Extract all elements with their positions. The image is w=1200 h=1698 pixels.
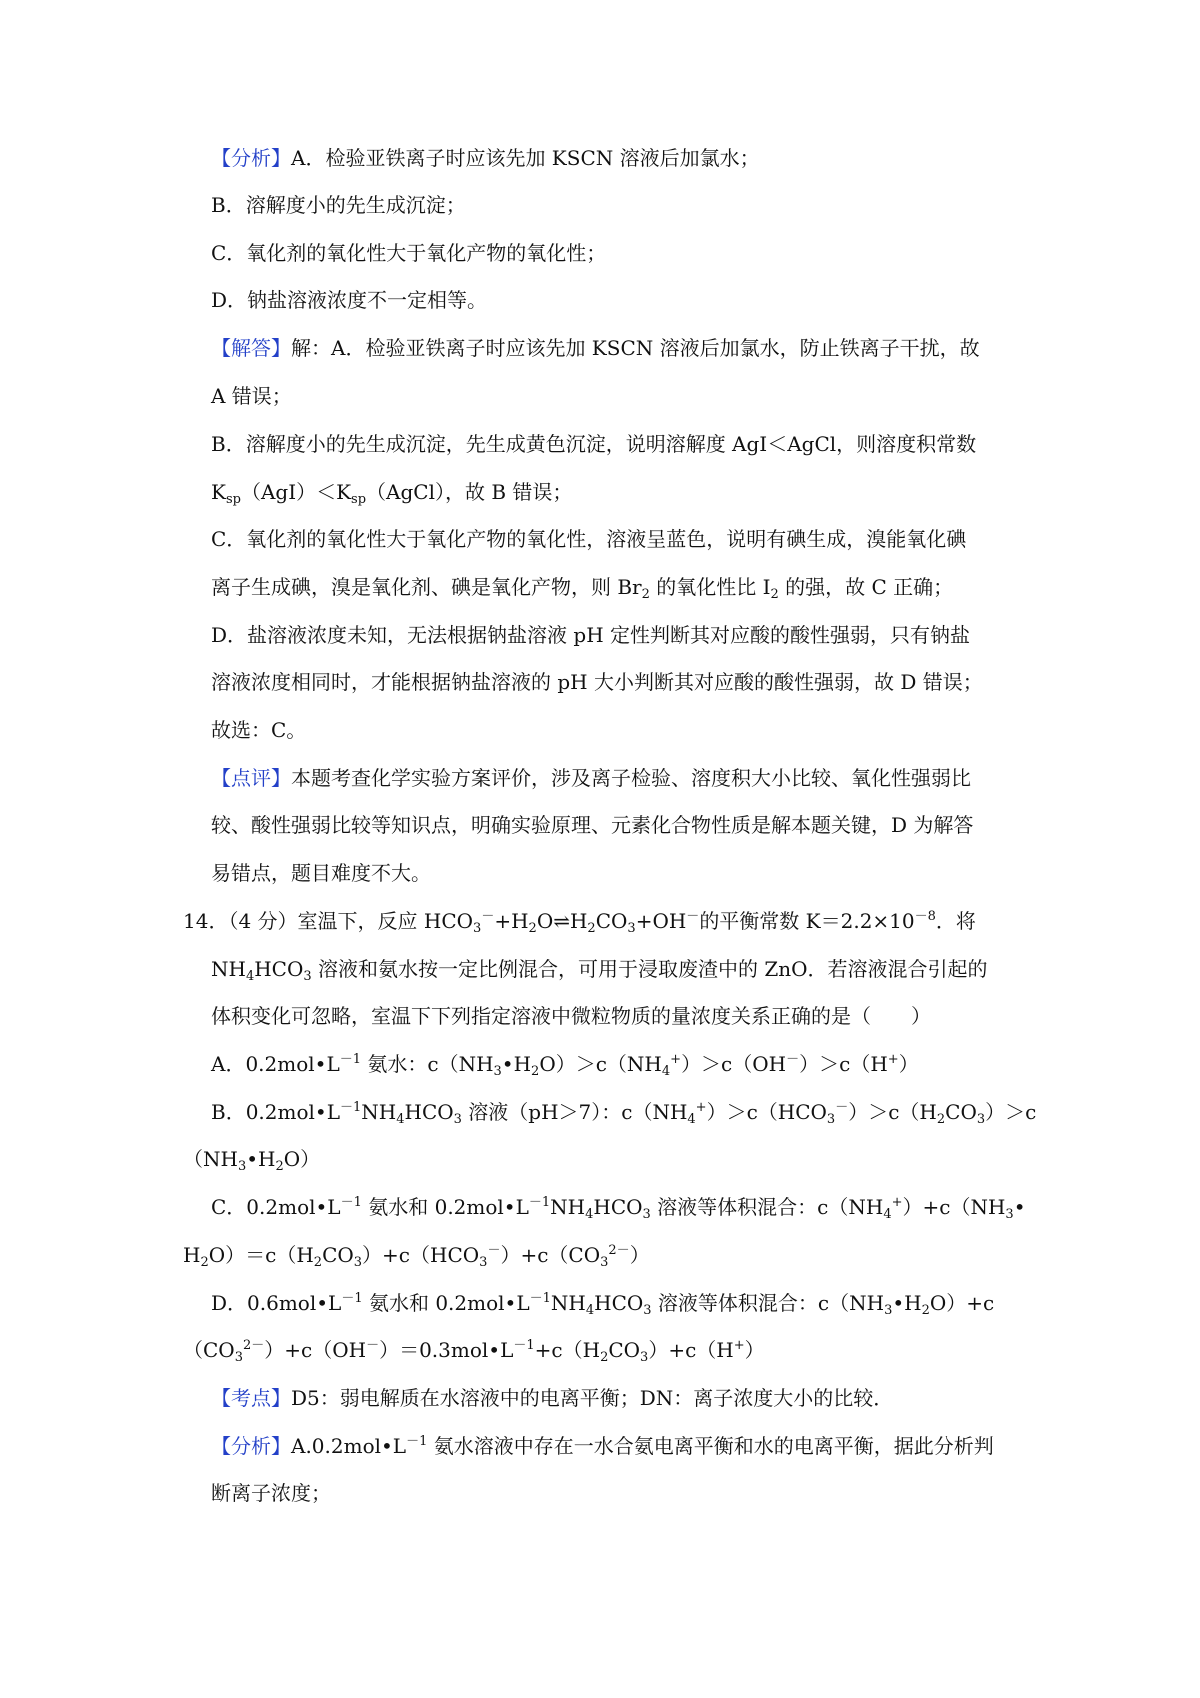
option-c-line-2: $H_2O)=c(H_2CO_3)+c(HCO_3^-)+c(CO_3^{2-})$ (183, 1243, 650, 1270)
answer-line-b2: $K_{sp}(AgI)<K_{sp}(AgCl)$，故 B 错误； (211, 480, 573, 507)
answer-line-d1: D．盐溶液浓度未知，无法根据钠盐溶液 pH 定性判断其对应酸的酸性强弱，只有钠盐 (211, 623, 970, 647)
option-b-line-1: B．$0.2mol•L^{-1}NH_4HCO_3$ 溶液（pH＞7）：$c(NH_4^+)>c(HCO_3^-)>c(H_2CO_3)>c$ (211, 1100, 1037, 1127)
q14-analysis-tag: 【分析】 (211, 1434, 291, 1458)
analysis-line-a (211, 145, 760, 171)
comment-line-2: 较、酸性强弱比较等知识点，明确实验原理、元素化合物性质是解本题关键，D 为解答 (211, 813, 974, 837)
comment-1-text: 本题考查化学实验方案评价，涉及离子检验、溶度积大小比较、氧化性强弱比 (291, 766, 971, 790)
question-14-stem-1: 14．（4 分）室温下，反应 $HCO_3^-+H_2O\rightleftharpoons H_2CO_3+OH^-$的平衡常数 $K=2.2\times 10^{-8}$．将 (183, 909, 976, 936)
option-d-line-1: D．$0.6mol•L^{-1}$ 氨水和 $0.2mol•L^{-1}NH_4HCO_3$ 溶液等体积混合：$c(NH_3•H_2O)+c$ (211, 1291, 995, 1318)
answer-tag: 【解答】 (211, 336, 291, 360)
q14-analysis-line-1 (211, 1433, 994, 1459)
point-tag: 【考点】 (211, 1386, 291, 1410)
answer-line-b1: B．溶解度小的先生成沉淀，先生成黄色沉淀，说明溶解度 AgI＜AgCl，则溶度积常数 (211, 432, 977, 456)
analysis-tag: 【分析】 (211, 146, 291, 170)
option-d-line-2: $(CO_3^{2-})+c(OH^-)=0.3mol•L^{-1}+c(H_2CO_3)+c(H^+)$ (183, 1338, 765, 1365)
answer-line-c2: 离子生成碘，溴是氧化剂、碘是氧化产物，则 $Br_2$ 的氧化性比 $I_2$ 的强，故 C 正确； (211, 575, 954, 602)
analysis-line-d: D．钠盐溶液浓度不一定相等。 (211, 288, 488, 312)
comment-line-3: 易错点，题目难度不大。 (211, 861, 431, 885)
answer-line-c1: C．氧化剂的氧化性大于氧化产物的氧化性，溶液呈蓝色，说明有碘生成，溴能氧化碘 (211, 527, 967, 551)
question-14-stem-2: $NH_4HCO_3$ 溶液和氨水按一定比例混合，可用于浸取废渣中的 ZnO．若溶液混合引起的 (211, 957, 988, 984)
answer-line-a2: A 错误； (211, 384, 292, 408)
option-c-line-1: C．$0.2mol•L^{-1}$ 氨水和 $0.2mol•L^{-1}NH_4HCO_3$ 溶液等体积混合：$c(NH_4^+)+c(NH_3•$ (211, 1195, 1026, 1222)
option-b-line-2: $(NH_3•H_2O)$ (183, 1147, 321, 1174)
answer-choice: 故选：C。 (211, 718, 307, 742)
question-14-stem-3: 体积变化可忽略，室温下下列指定溶液中微粒物质的量浓度关系正确的是（ ） (211, 1004, 931, 1028)
analysis-a-text: A．检验亚铁离子时应该先加 KSCN 溶液后加氯水； (291, 146, 760, 170)
option-a: A．$0.2mol•L^{-1}$ 氨水：$c(NH_3•H_2O)>c(NH_4^+)>c(OH^-)>c(H^+)$ (211, 1052, 919, 1079)
analysis-line-b: B．溶解度小的先生成沉淀； (211, 193, 466, 217)
point-line (211, 1385, 893, 1411)
analysis-line-c: C．氧化剂的氧化性大于氧化产物的氧化性； (211, 241, 607, 265)
answer-line-a1 (211, 335, 980, 361)
comment-tag: 【点评】 (211, 766, 291, 790)
point-text: D5：弱电解质在水溶液中的电离平衡；DN：离子浓度大小的比较． (291, 1386, 894, 1410)
answer-line-d2: 溶液浓度相同时，才能根据钠盐溶液的 pH 大小判断其对应酸的酸性强弱，故 D 错误； (211, 670, 983, 694)
comment-line-1 (211, 765, 971, 791)
answer-a1-text: 解：A．检验亚铁离子时应该先加 KSCN 溶液后加氯水，防止铁离子干扰，故 (291, 336, 980, 360)
q14-analysis-line-2: 断离子浓度； (211, 1481, 331, 1505)
q14-analysis-1-text: $A.0.2mol•L^{-1}$ 氨水溶液中存在一水合氨电离平衡和水的电离平衡，据此分析判 (291, 1434, 994, 1458)
